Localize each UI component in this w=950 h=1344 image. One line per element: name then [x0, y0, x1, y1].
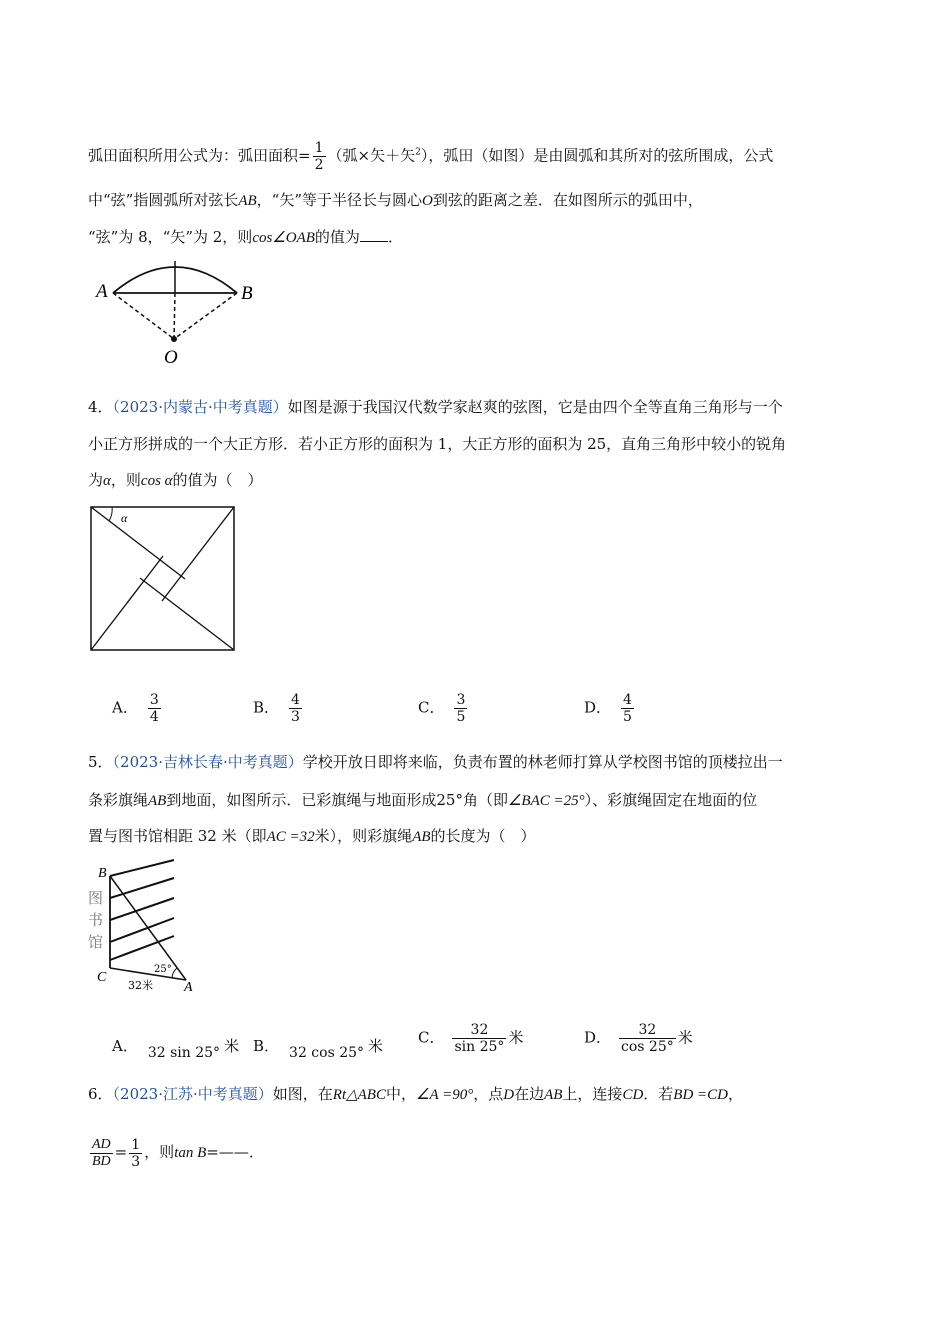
q3-line-3: “弦”为 8，“矢”为 2，则cos∠OAB的值为 ． — [88, 228, 403, 246]
library-char-1: 图 — [88, 889, 104, 907]
big-square — [91, 507, 234, 650]
q4-option-b[interactable]: B． $\frac{4}{3}$ — [253, 692, 300, 725]
q5-option-a[interactable]: A． 32 sin 25° 米 — [112, 1037, 240, 1061]
ad-bd-fraction: $\frac{AD}{BD}$ — [92, 1136, 111, 1169]
q6-line-2: $\frac{AD}{BD}$ = $\frac{1}{3}$ ，则tan B=——． — [92, 1136, 264, 1170]
one-third-fraction: $\frac{1}{3}$ — [131, 1136, 141, 1170]
q5-line-1: 5．（2023·吉林长春·中考真题）学校开放日即将来临，负责布置的林老师打算从学校图书馆的顶楼拉出一 — [88, 753, 783, 771]
library-rope-figure — [88, 860, 203, 995]
q4-line-2: 小正方形拼成的一个大正方形．若小正方形的面积为 1，大正方形的面积为 25，直角三角形中较小的锐角 — [88, 435, 787, 453]
q3-line-2: 中“弦”指圆弧所对弦长AB，“矢”等于半径长与圆心O到弦的距离之差．在如图所示的弧田中， — [88, 191, 703, 209]
q4-line-3: 为α，则cos α的值为（ ） — [88, 471, 263, 489]
q3-line-1: 弧田面积所用公式为：弧田面积= $\frac{1}{2}$ （弧×矢＋矢$^2$），弧田（如图）是由圆弧和其所对的弦所围成，公式 — [88, 140, 774, 173]
q4-option-c[interactable]: C． $\frac{3}{5}$ — [418, 692, 466, 725]
q5-line-3: 置与图书馆相距 32 米（即AC =32米），则彩旗绳AB的长度为（ ） — [88, 827, 536, 845]
alpha-arc — [109, 507, 112, 521]
label-b: B — [98, 866, 107, 881]
q5-option-d[interactable]: D． $\frac{32}{\cos 25^\circ}$ 米 — [584, 1022, 693, 1055]
q6-source: （2023·江苏·中考真题） — [112, 1085, 273, 1103]
alpha-label: α — [121, 511, 128, 525]
q6-line-1: 6．（2023·江苏·中考真题）如图，在Rt△ABC中，∠A =90°，点D在边AB上，连接CD．若BD =CD， — [88, 1085, 744, 1103]
center-dashed — [174, 293, 175, 339]
q5-source: （2023·吉林长春·中考真题） — [112, 753, 303, 771]
angle-arc — [172, 968, 177, 978]
half-fraction: $\frac{1}{2}$ — [314, 140, 324, 173]
ob-dashed — [174, 293, 237, 339]
q4-option-a[interactable]: A． $\frac{3}{4}$ — [112, 692, 159, 725]
answer-blank — [360, 229, 388, 242]
arc-field-figure — [95, 255, 265, 370]
q5-line-2: 条彩旗绳AB到地面，如图所示．已彩旗绳与地面形成25°角（即∠BAC =25°）、彩旗绳固定在地面的位 — [88, 791, 758, 809]
oa-dashed — [113, 293, 174, 339]
label-a: A — [184, 980, 193, 995]
label-c: C — [97, 970, 107, 985]
zhao-shuang-figure — [90, 506, 236, 652]
label-b: B — [241, 283, 253, 304]
library-char-3: 馆 — [88, 933, 104, 951]
label-a: A — [96, 281, 108, 302]
q5-option-c[interactable]: C． $\frac{32}{\sin 25^\circ}$ 米 — [418, 1022, 524, 1055]
label-o: O — [164, 347, 178, 368]
q4-source: （2023·内蒙古·中考真题） — [112, 398, 288, 416]
q5-option-b[interactable]: B． 32 cos 25° 米 — [253, 1037, 384, 1061]
library-char-2: 书 — [88, 911, 104, 929]
distance-label: 32米 — [128, 979, 153, 992]
q4-option-d[interactable]: D． $\frac{4}{5}$ — [584, 692, 632, 725]
q4-line-1: 4．（2023·内蒙古·中考真题）如图是源于我国汉代数学家赵爽的弦图，它是由四个全等直角三角形与一个 — [88, 398, 783, 416]
center-point — [171, 336, 177, 342]
angle-label: 25° — [154, 964, 172, 975]
